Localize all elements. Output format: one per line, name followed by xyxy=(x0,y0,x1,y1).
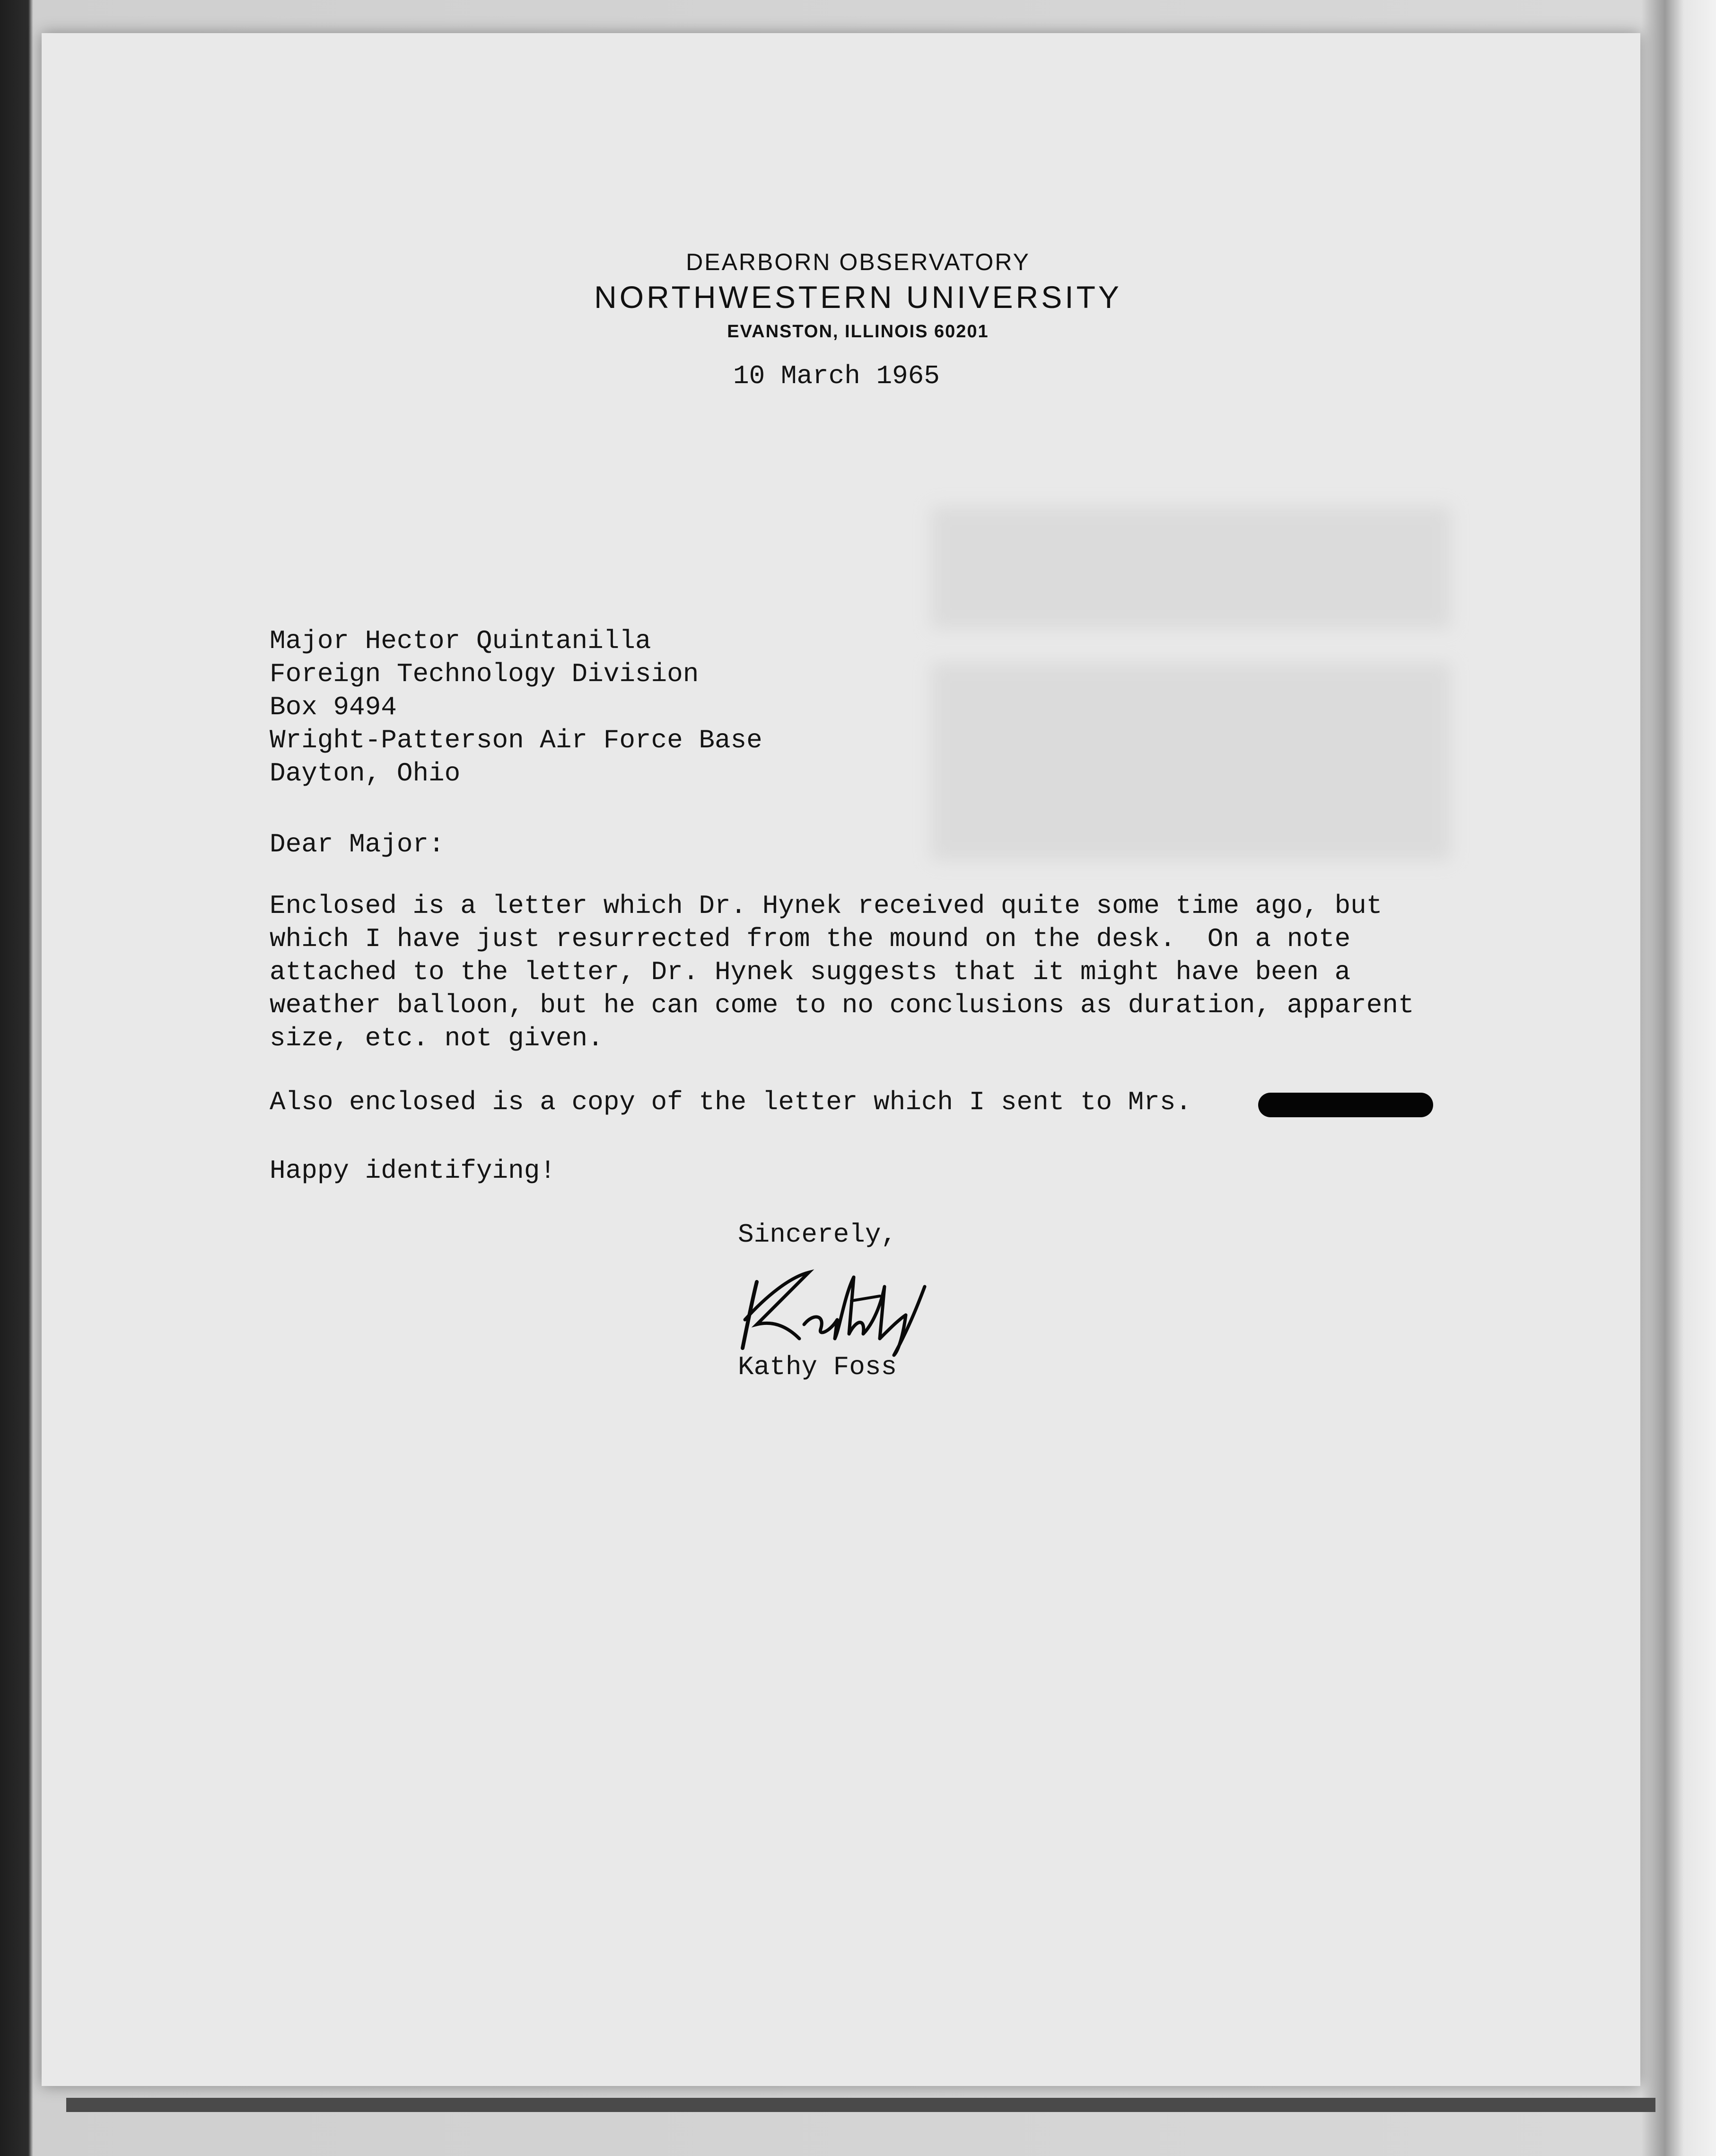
recipient-line: Wright-Patterson Air Force Base xyxy=(270,725,762,755)
letterhead-address: EVANSTON, ILLINOIS 60201 xyxy=(727,322,989,342)
salutation: Dear Major: xyxy=(270,829,445,859)
body-line: which I have just resurrected from the mound on the desk. On a note xyxy=(270,924,1351,954)
bleed-through-shadow xyxy=(931,506,1451,629)
recipient-line: Dayton, Ohio xyxy=(270,758,461,789)
happy-line: Happy identifying! xyxy=(270,1156,556,1186)
letterhead-observatory: DEARBORN OBSERVATORY xyxy=(686,249,1030,275)
body-line: weather balloon, but he can come to no conclusions as duration, apparent xyxy=(270,990,1414,1020)
body-line: size, etc. not given. xyxy=(270,1023,604,1053)
also-enclosed-line: Also enclosed is a copy of the letter which I sent to Mrs. xyxy=(270,1087,1192,1117)
recipient-line: Box 9494 xyxy=(270,692,397,722)
recipient-line: Major Hector Quintanilla xyxy=(270,626,651,656)
closing: Sincerely, xyxy=(738,1219,897,1250)
letter-date: 10 March 1965 xyxy=(733,361,940,391)
letterhead-university: NORTHWESTERN UNIVERSITY xyxy=(594,280,1122,315)
body-line: attached to the letter, Dr. Hynek suggests that it might have been a xyxy=(270,957,1351,987)
handwritten-signature xyxy=(738,1268,937,1358)
redaction-bar xyxy=(1258,1093,1433,1117)
body-line: Enclosed is a letter which Dr. Hynek received quite some time ago, but xyxy=(270,891,1383,921)
signer-name: Kathy Foss xyxy=(738,1352,897,1382)
bleed-through-shadow xyxy=(931,662,1451,861)
recipient-line: Foreign Technology Division xyxy=(270,659,699,689)
scan-bottom-edge xyxy=(66,2098,1655,2112)
